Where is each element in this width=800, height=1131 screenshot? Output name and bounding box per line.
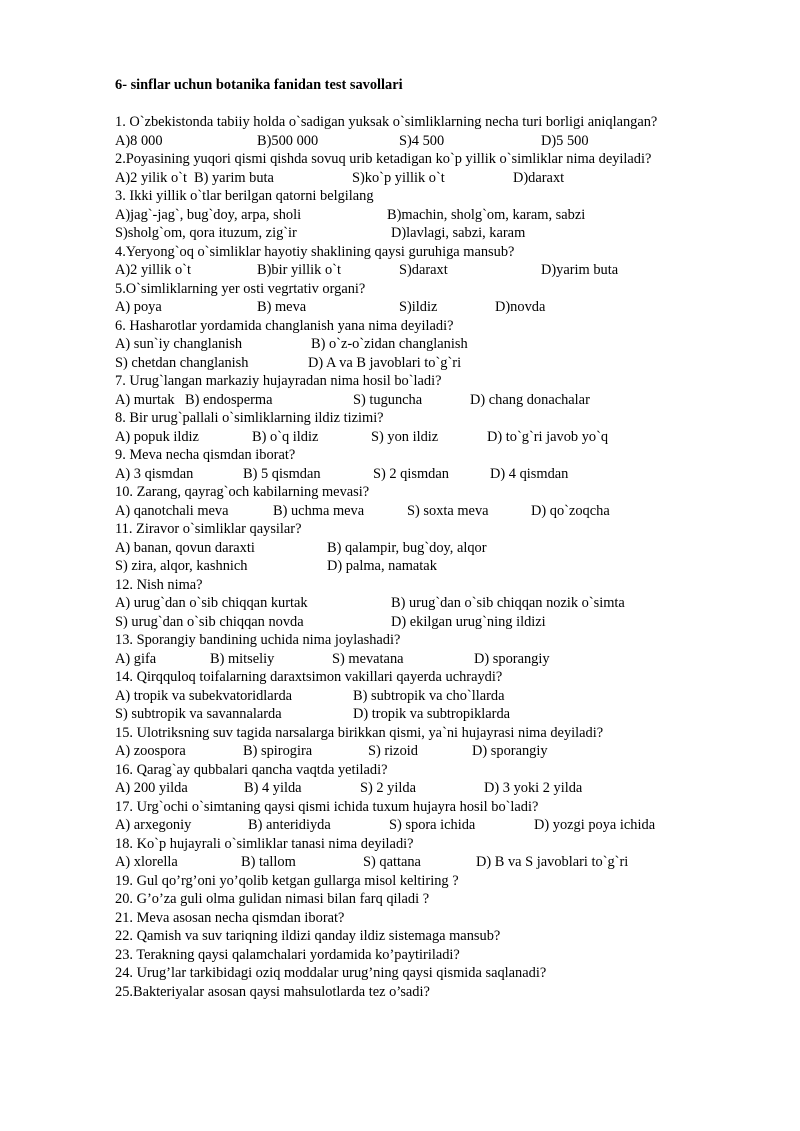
answer-row <box>115 206 755 225</box>
answer-option: S) soxta meva <box>407 502 489 519</box>
answer-option: B) meva <box>257 299 307 315</box>
answer-row <box>115 613 755 632</box>
answer-option: S) qattana <box>363 854 421 870</box>
answer-option: A) arxegoniy <box>115 817 192 833</box>
question-text: 18. Ko`p hujayrali o`simliklar tanasi nima deyiladi? <box>115 835 414 852</box>
answer-option: B) endosperma <box>185 391 273 408</box>
question-text: 25.Bakteriyalar asosan qaysi mahsulotlarda tez o’sadi? <box>115 983 430 1000</box>
answer-option: S) zira, alqor, kashnich <box>115 558 248 574</box>
question-text: 10. Zarang, qayrag`och kabilarning mevasi? <box>115 484 370 500</box>
answer-option: B) urug`dan o`sib chiqqan nozik o`simta <box>391 595 625 611</box>
answer-option: S) 2 yilda <box>360 780 416 796</box>
answer-row <box>115 779 755 798</box>
answer-option: A)jag`-jag`, bug`doy, arpa, sholi <box>115 206 302 223</box>
answer-option: D) sporangiy <box>472 743 548 759</box>
answer-option: A) 3 qismdan <box>115 465 194 482</box>
answer-option: B) o`z-o`zidan changlanish <box>311 336 468 352</box>
answer-row <box>115 853 755 872</box>
answer-option: B)500 000 <box>257 132 319 149</box>
question-text: 16. Qarag`ay qubbalari qancha vaqtda yetiladi? <box>115 761 388 778</box>
question-text: 7. Urug`langan markaziy hujayradan nima hosil bo`ladi? <box>115 373 442 389</box>
question-text: 13. Sporangiy bandining uchida nima joylashadi? <box>115 632 401 648</box>
answer-option: B)machin, sholg`om, karam, sabzi <box>387 206 586 223</box>
answer-option: D) sporangiy <box>474 650 550 667</box>
answer-option: A)2 yilik o`t <box>115 169 187 186</box>
answer-option: B) 5 qismdan <box>243 465 321 482</box>
answer-option: D) yozgi poya ichida <box>534 817 656 833</box>
answer-option: D) palma, namatak <box>327 558 437 574</box>
question-text: 17. Urg`ochi o`simtaning qaysi qismi ichida tuxum hujayra hosil bo`ladi? <box>115 798 539 815</box>
answer-option: B) spirogira <box>243 743 313 759</box>
answer-option: B) uchma meva <box>273 502 365 519</box>
answer-option: A) murtak <box>115 391 175 408</box>
question-text: 5.O`simliklarning yer osti vegrtativ organi? <box>115 280 366 297</box>
answer-row <box>115 650 755 669</box>
question-text: 24. Urug’lar tarkibidagi oziq moddalar urug’ning qaysi qismida saqlanadi? <box>115 965 547 981</box>
answer-option: D) 3 yoki 2 yilda <box>484 780 583 796</box>
answer-row <box>115 465 755 484</box>
answer-option: S) chetdan changlanish <box>115 354 249 371</box>
question-text: 1. O`zbekistonda tabiiy holda o`sadigan yuksak o`simliklarning necha turi borligi aniqlangan? <box>115 114 658 130</box>
answer-option: S) mevatana <box>332 650 404 667</box>
answer-row <box>115 354 755 373</box>
answer-option: D)novda <box>495 299 546 315</box>
answer-option: A) popuk ildiz <box>115 428 199 445</box>
answer-option: A) banan, qovun daraxti <box>115 539 255 556</box>
answer-option: D) tropik va subtropiklarda <box>353 706 511 722</box>
question-text: 6. Hasharotlar yordamida changlanish yana nima deyiladi? <box>115 317 454 334</box>
answer-option: S)sholg`om, qora ituzum, zig`ir <box>115 225 297 241</box>
answer-option: B) tallom <box>241 854 296 870</box>
answer-row <box>115 705 755 724</box>
question-text: 12. Nish nima? <box>115 576 203 593</box>
answer-row <box>115 539 755 558</box>
answer-option: D) B va S javoblari to`g`ri <box>476 854 629 870</box>
answer-row <box>115 132 755 151</box>
answer-option: D) qo`zoqcha <box>531 502 610 519</box>
answer-row <box>115 594 755 613</box>
answer-row <box>115 261 755 280</box>
answer-option: S) tuguncha <box>353 391 423 408</box>
answer-row <box>115 557 755 576</box>
question-text: 20. G’o’za guli olma gulidan nimasi bilan farq qiladi ? <box>115 891 430 907</box>
question-text: 14. Qirqquloq toifalarning daraxtsimon vakillari qayerda uchraydi? <box>115 669 503 685</box>
answer-option: D)yarim buta <box>541 262 619 278</box>
answer-option: S)ildiz <box>399 299 438 315</box>
answer-row <box>115 169 755 188</box>
answer-option: D) 4 qismdan <box>490 465 569 482</box>
answer-option: D) A va B javoblari to`g`ri <box>308 354 462 371</box>
answer-option: S) subtropik va savannalarda <box>115 706 282 722</box>
answer-option: S) spora ichida <box>389 817 476 833</box>
answer-option: A) tropik va subekvatoridlarda <box>115 687 293 704</box>
answer-option: A) xlorella <box>115 854 178 870</box>
question-text: 8. Bir urug`pallali o`simliklarning ildiz tizimi? <box>115 410 384 426</box>
answer-option: A) qanotchali meva <box>115 502 229 519</box>
answer-option: A) zoospora <box>115 743 186 759</box>
answer-option: A) gifa <box>115 650 157 667</box>
answer-option: S)daraxt <box>399 262 448 278</box>
answer-option: B) 4 yilda <box>244 780 302 796</box>
answer-option: S) yon ildiz <box>371 428 439 445</box>
question-text: 3. Ikki yillik o`tlar berilgan qatorni belgilang <box>115 188 374 204</box>
question-text: 9. Meva necha qismdan iborat? <box>115 447 296 463</box>
answer-option: B) qalampir, bug`doy, alqor <box>327 539 487 556</box>
answer-option: B) o`q ildiz <box>252 428 319 445</box>
answer-row <box>115 391 755 410</box>
answer-option: D)daraxt <box>513 169 565 186</box>
answer-row <box>115 742 755 761</box>
answer-option: A) 200 yilda <box>115 780 188 796</box>
question-list <box>115 113 755 1001</box>
answer-row <box>115 224 755 243</box>
test-document <box>115 76 755 1001</box>
answer-option: S) 2 qismdan <box>373 465 449 482</box>
answer-option: B) mitseliy <box>210 650 275 667</box>
question-text: 22. Qamish va suv tariqning ildizi qanday ildiz sistemaga mansub? <box>115 928 501 944</box>
answer-option: A)8 000 <box>115 132 163 149</box>
answer-option: D) ekilgan urug`ning ildizi <box>391 613 546 630</box>
answer-option: B) yarim buta <box>194 169 274 186</box>
answer-option: D)5 500 <box>541 132 589 149</box>
answer-row <box>115 335 755 354</box>
question-text: 21. Meva asosan necha qismdan iborat? <box>115 909 345 926</box>
answer-option: B) subtropik va cho`llarda <box>353 687 505 704</box>
answer-option: S)4 500 <box>399 132 445 149</box>
answer-option: A)2 yillik o`t <box>115 262 191 278</box>
question-text: 23. Terakning qaysi qalamchalari yordamida ko’paytiriladi? <box>115 946 460 963</box>
answer-option: B)bir yillik o`t <box>257 262 341 278</box>
answer-row <box>115 816 755 835</box>
answer-option: D)lavlagi, sabzi, karam <box>391 225 526 241</box>
answer-row <box>115 298 755 317</box>
answer-option: D) to`g`ri javob yo`q <box>487 428 609 445</box>
question-text: 11. Ziravor o`simliklar qaysilar? <box>115 521 302 537</box>
answer-option: S) rizoid <box>368 743 418 759</box>
question-text: 2.Poyasining yuqori qismi qishda sovuq urib ketadigan ko`p yillik o`simliklar nima deyiladi? <box>115 151 652 167</box>
answer-row <box>115 687 755 706</box>
document-title: 6- sinflar uchun botanika fanidan test savollari <box>115 77 403 93</box>
answer-option: D) chang donachalar <box>470 391 590 408</box>
question-text: 15. Ulotriksning suv tagida narsalarga birikkan qismi, ya`ni hujayrasi nima deyiladi? <box>115 724 604 741</box>
answer-option: B) anteridiyda <box>248 817 331 833</box>
answer-option: S)ko`p yillik o`t <box>352 169 445 186</box>
answer-option: A) urug`dan o`sib chiqqan kurtak <box>115 595 308 611</box>
answer-option: A) poya <box>115 299 162 315</box>
question-text: 4.Yeryong`oq o`simliklar hayotiy shaklining qaysi guruhiga mansub? <box>115 243 515 260</box>
answer-row <box>115 502 755 521</box>
answer-row <box>115 428 755 447</box>
answer-option: A) sun`iy changlanish <box>115 336 243 352</box>
answer-option: S) urug`dan o`sib chiqqan novda <box>115 613 304 630</box>
question-text: 19. Gul qo’rg’oni yo’qolib ketgan gullarga misol keltiring ? <box>115 872 459 889</box>
